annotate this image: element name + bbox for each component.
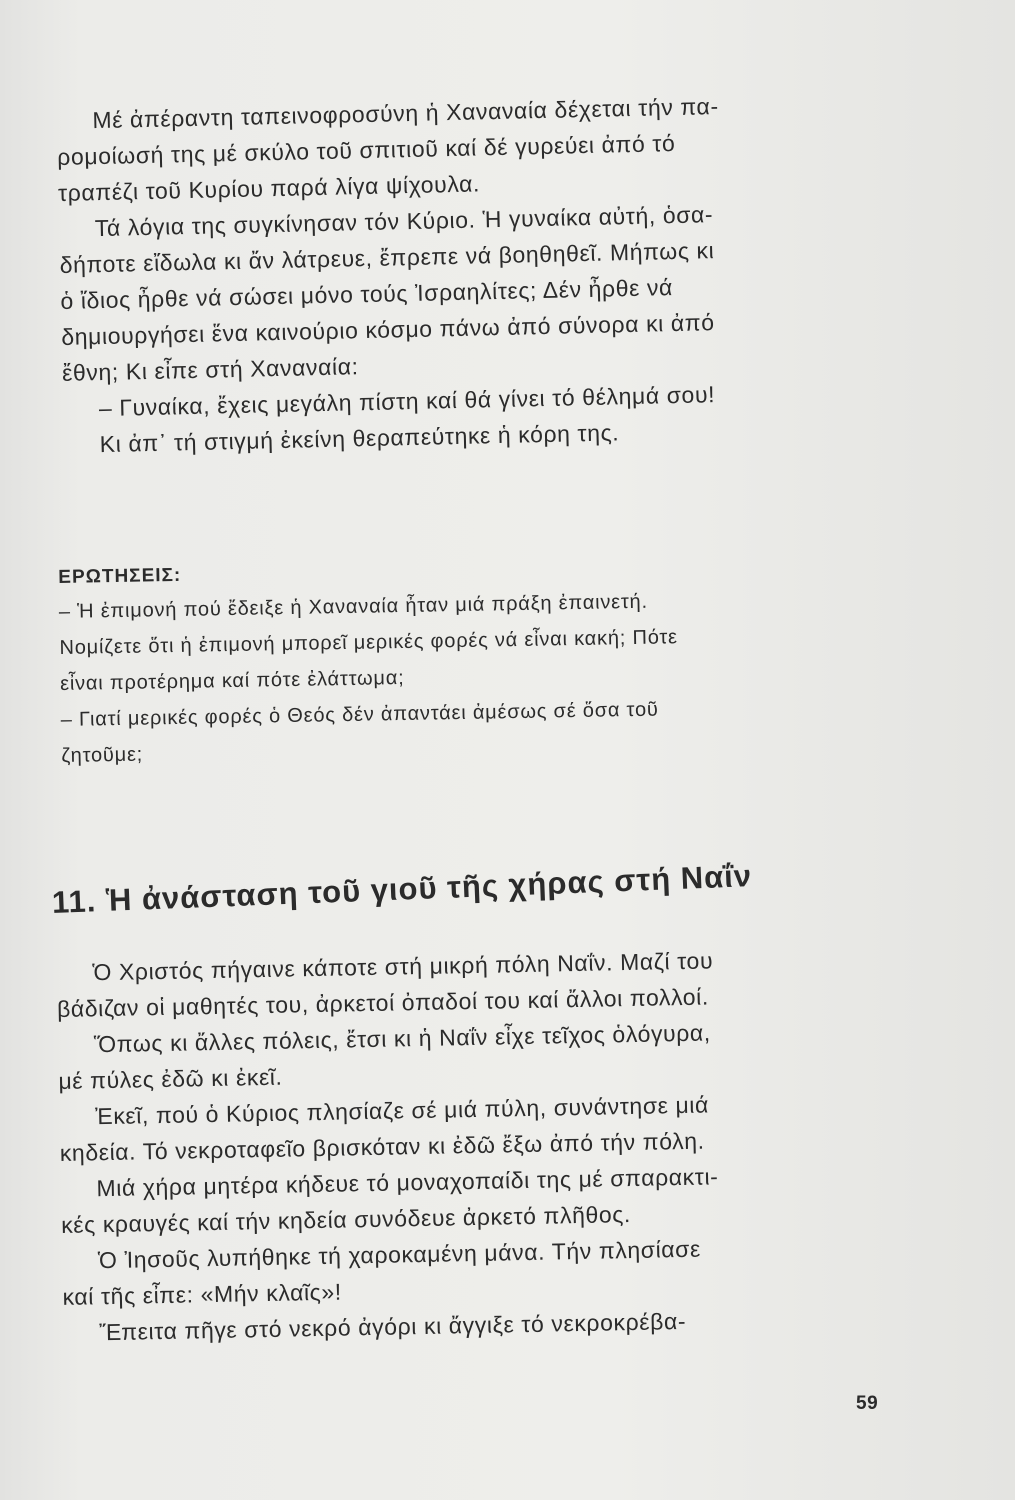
- questions-heading: ΕΡΩΤΗΣΕΙΣ:: [58, 564, 182, 588]
- text-line: ἔθνη; Κι εἶπε στή Χαναναία:: [61, 353, 359, 386]
- text-line: Ὁ Χριστός πήγαινε κάποτε στή μικρή πόλη Ναΐν. Μαζί του: [92, 947, 714, 986]
- question-line: – Γιατί μερικές φορές ὁ Θεός δέν ἀπαντάει ἀμέσως σέ ὅσα τοῦ: [60, 698, 659, 731]
- text-line: καί τῆς εἶπε: «Μήν κλαῖς»!: [62, 1278, 342, 1310]
- question-line: – Ἡ ἐπιμονή πού ἔδειξε ἡ Χαναναία ἦταν μιά πράξη ἐπαινετή.: [58, 590, 649, 623]
- text-line: Μιά χήρα μητέρα κήδευε τό μοναχοπαίδι της μέ σπαρακτι-: [96, 1163, 719, 1202]
- text-line: κές κραυγές καί τήν κηδεία συνόδευε ἀρκετό πλῆθος.: [60, 1201, 632, 1238]
- text-line: Ὁ Ἰησοῦς λυπήθηκε τή χαροκαμένη μάνα. Τήν πλησίασε: [97, 1235, 702, 1274]
- question-line: ζητοῦμε;: [61, 743, 144, 767]
- text-line: τραπέζι τοῦ Κυρίου παρά λίγα ψίχουλα.: [57, 170, 481, 206]
- text-line: ρομοίωσή της μέ σκύλο τοῦ σπιτιοῦ καί δέ γυρεύει ἀπό τό: [56, 129, 676, 170]
- text-line: Κι ἀπ᾽ τή στιγμή ἐκείνη θεραπεύτηκε ἡ κόρη της.: [99, 419, 620, 458]
- text-line: – Γυναίκα, ἔχεις μεγάλη πίστη καί θά γίνει τό θέλημά σου!: [98, 381, 716, 422]
- text-line: ὁ ἴδιος ἦρθε νά σώσει μόνο τούς Ἰσραηλίτες; Δέν ἦρθε νά: [60, 274, 674, 314]
- text-line: Ὅπως κι ἄλλες πόλεις, ἔτσι κι ἡ Ναΐν εἶχε τεῖχος ὁλόγυρα,: [93, 1019, 712, 1058]
- chapter-title: 11. Ἡ ἀνάσταση τοῦ γιοῦ τῆς χήρας στή Ναΐν: [51, 858, 753, 920]
- questions-section: [58, 546, 892, 775]
- page-number: 59: [856, 1393, 879, 1414]
- text-line: Ἐκεῖ, πού ὁ Κύριος πλησίαζε σέ μιά πύλη, συνάντησε μιά: [94, 1091, 710, 1130]
- text-line: Ἔπειτα πῆγε στό νεκρό ἀγόρι κι ἄγγιξε τό νεκροκρέβα-: [99, 1307, 687, 1346]
- passage-canaanite-woman: [56, 84, 894, 463]
- question-line: εἶναι προτέρημα καί πότε ἐλάττωμα;: [59, 666, 405, 695]
- passage-widow-of-nain: [56, 939, 893, 1351]
- question-line: Νομίζετε ὅτι ἡ ἐπιμονή μπορεῖ μερικές φορές νά εἶναι κακή; Πότε: [59, 626, 678, 659]
- text-line: Τά λόγια της συγκίνησαν τόν Κύριο. Ἡ γυναίκα αὐτή, ὁσα-: [94, 201, 714, 242]
- text-line: δήποτε εἴδωλα κι ἄν λάτρευε, ἔπρεπε νά βοηθηθεῖ. Μήπως κι: [59, 237, 715, 278]
- text-line: μέ πύλες ἐδῶ κι ἐκεῖ.: [58, 1063, 283, 1094]
- text-line: κηδεία. Τό νεκροταφεῖο βρισκόταν κι ἐδῶ ἔξω ἀπό τήν πόλη.: [59, 1127, 705, 1166]
- text-line: Μέ ἀπέραντη ταπεινοφροσύνη ἡ Χαναναία δέχεται τήν πα-: [92, 92, 719, 134]
- text-line: δημιουργήσει ἕνα καινούριο κόσμο πάνω ἀπό σύνορα κι ἀπό: [61, 309, 715, 350]
- text-line: βάδιζαν οἱ μαθητές του, ἀρκετοί ὀπαδοί του καί ἄλλοι πολλοί.: [56, 983, 710, 1022]
